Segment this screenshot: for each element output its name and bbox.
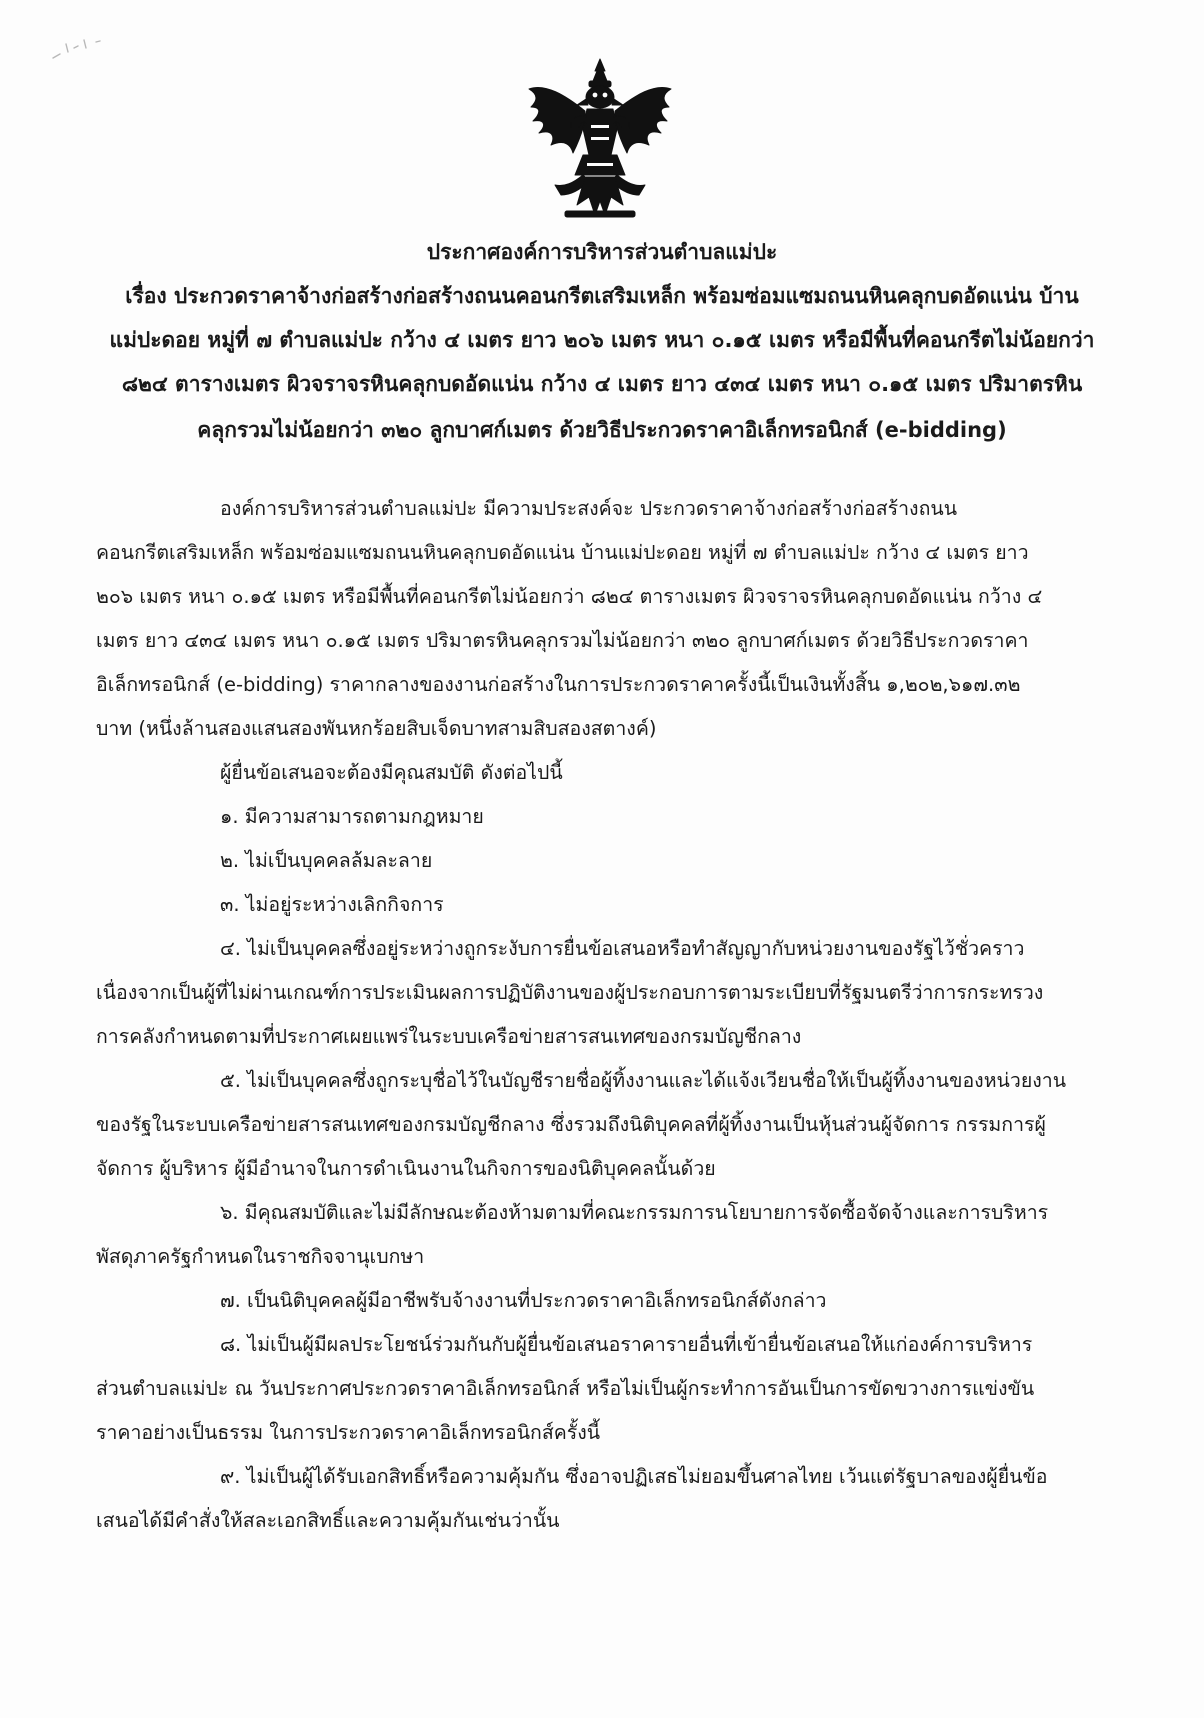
announcement-title: ประกาศองค์การบริหารส่วนตำบลแม่ปะ	[426, 240, 778, 264]
qualification-item: ๓. ไม่อยู่ระหว่างเลิกกิจการ	[220, 893, 444, 916]
qualification-item: ๖. มีคุณสมบัติและไม่มีลักษณะต้องห้ามตามที่คณะกรรมการนโยบายการจัดซื้อจัดจ้างและการบริหาร	[220, 1201, 1049, 1224]
qualification-item: ๘. ไม่เป็นผู้มีผลประโยชน์ร่วมกันกับผู้ยื่นข้อเสนอราคารายอื่นที่เข้ายื่นข้อเสนอให้แก่องค์การบริหาร	[220, 1333, 1033, 1356]
subject-line: แม่ปะดอย หมู่ที่ ๗ ตำบลแม่ปะ กว้าง ๔ เมตร ยาว ๒๐๖ เมตร หนา ๐.๑๕ เมตร หรือมีพื้นที่คอนกรีตไม่น้อยกว่า	[109, 328, 1095, 352]
subject-line: ๘๒๔ ตารางเมตร ผิวจราจรหินคลุกบดอัดแน่น กว้าง ๔ เมตร ยาว ๔๓๔ เมตร หนา ๐.๑๕ เมตร ปริมาตรหิน	[121, 372, 1083, 396]
qualification-item: ๗. เป็นนิติบุคคลผู้มีอาชีพรับจ้างงานที่ประกวดราคาอิเล็กทรอนิกส์ดังกล่าว	[220, 1289, 827, 1312]
qualification-item: ๕. ไม่เป็นบุคคลซึ่งถูกระบุชื่อไว้ในบัญชีรายชื่อผู้ทิ้งงานและได้แจ้งเวียนชื่อให้เป็นผู้ทิ้งงานของหน่วยงาน	[220, 1069, 1067, 1092]
subject-line: คลุกรวมไม่น้อยกว่า ๓๒๐ ลูกบาศก์เมตร ด้วยวิธีประกวดราคาอิเล็กทรอนิกส์ (e-bidding)	[197, 418, 1007, 442]
qualification-item-continuation: การคลังกำหนดตามที่ประกาศเผยแพร่ในระบบเครือข่ายสารสนเทศของกรมบัญชีกลาง	[96, 1025, 802, 1048]
qualification-item-continuation: ส่วนตำบลแม่ปะ ณ วันประกาศประกวดราคาอิเล็กทรอนิกส์ หรือไม่เป็นผู้กระทำการอันเป็นการขัดขวางการแข่งขัน	[96, 1377, 1035, 1400]
qualification-item-continuation: พัสดุภาครัฐกำหนดในราชกิจจานุเบกษา	[96, 1245, 425, 1268]
qualification-heading: ผู้ยื่นข้อเสนอจะต้องมีคุณสมบัติ ดังต่อไปนี้	[220, 761, 563, 784]
qualification-item: ๑. มีความสามารถตามกฎหมาย	[220, 805, 484, 828]
qualification-item-continuation: เนื่องจากเป็นผู้ที่ไม่ผ่านเกณฑ์การประเมินผลการปฏิบัติงานของผู้ประกอบการตามระเบียบที่รัฐมนตรีว่าการกระทรวง	[96, 981, 1044, 1004]
intro-line: อิเล็กทรอนิกส์ (e-bidding) ราคากลางของงานก่อสร้างในการประกวดราคาครั้งนี้เป็นเงินทั้งสิ้น ๑,๒๐๒,๖๑๗.๓๒	[96, 673, 1021, 696]
intro-line: บาท (หนึ่งล้านสองแสนสองพันหกร้อยสิบเจ็ดบาทสามสิบสองสตางค์)	[96, 717, 657, 740]
subject-line: เรื่อง ประกวดราคาจ้างก่อสร้างก่อสร้างถนนคอนกรีตเสริมเหล็ก พร้อมซ่อมแซมถนนหินคลุกบดอัดแน่น บ้าน	[125, 284, 1079, 308]
qualification-item-continuation: จัดการ ผู้บริหาร ผู้มีอำนาจในการดำเนินงานในกิจการของนิติบุคคลนั้นด้วย	[96, 1157, 716, 1180]
qualification-item: ๙. ไม่เป็นผู้ได้รับเอกสิทธิ์หรือความคุ้มกัน ซึ่งอาจปฏิเสธไม่ยอมขึ้นศาลไทย เว้นแต่รัฐบาลของผู้ยื่นข้อ	[220, 1465, 1048, 1488]
qualification-item-continuation: เสนอได้มีคำสั่งให้สละเอกสิทธิ์และความคุ้มกันเช่นว่านั้น	[96, 1509, 560, 1532]
qualification-item-continuation: ของรัฐในระบบเครือข่ายสารสนเทศของกรมบัญชีกลาง ซึ่งรวมถึงนิติบุคคลที่ผู้ทิ้งงานเป็นหุ้นส่วนผู้จัดการ กรรมการผู้	[96, 1113, 1046, 1136]
qualification-item: ๔. ไม่เป็นบุคคลซึ่งอยู่ระหว่างถูกระงับการยื่นข้อเสนอหรือทำสัญญากับหน่วยงานของรัฐไว้ชั่วคราว	[220, 937, 1025, 960]
qualification-item: ๒. ไม่เป็นบุคคลล้มละลาย	[220, 849, 433, 872]
qualification-item-continuation: ราคาอย่างเป็นธรรม ในการประกวดราคาอิเล็กทรอนิกส์ครั้งนี้	[96, 1421, 601, 1444]
garuda-emblem-icon	[525, 55, 675, 223]
intro-line: คอนกรีตเสริมเหล็ก พร้อมซ่อมแซมถนนหินคลุกบดอัดแน่น บ้านแม่ปะดอย หมู่ที่ ๗ ตำบลแม่ปะ กว้าง ๔ เมตร ยาว	[96, 541, 1029, 564]
intro-line: เมตร ยาว ๔๓๔ เมตร หนา ๐.๑๕ เมตร ปริมาตรหินคลุกรวมไม่น้อยกว่า ๓๒๐ ลูกบาศก์เมตร ด้วยวิธีประกวดราคา	[96, 629, 1029, 652]
intro-line: ๒๐๖ เมตร หนา ๐.๑๕ เมตร หรือมีพื้นที่คอนกรีตไม่น้อยกว่า ๘๒๔ ตารางเมตร ผิวจราจรหินคลุกบดอัดแน่น กว้าง ๔	[96, 585, 1043, 608]
scan-mark	[48, 30, 118, 70]
intro-line: องค์การบริหารส่วนตำบลแม่ปะ มีความประสงค์จะ ประกวดราคาจ้างก่อสร้างก่อสร้างถนน	[220, 497, 958, 520]
